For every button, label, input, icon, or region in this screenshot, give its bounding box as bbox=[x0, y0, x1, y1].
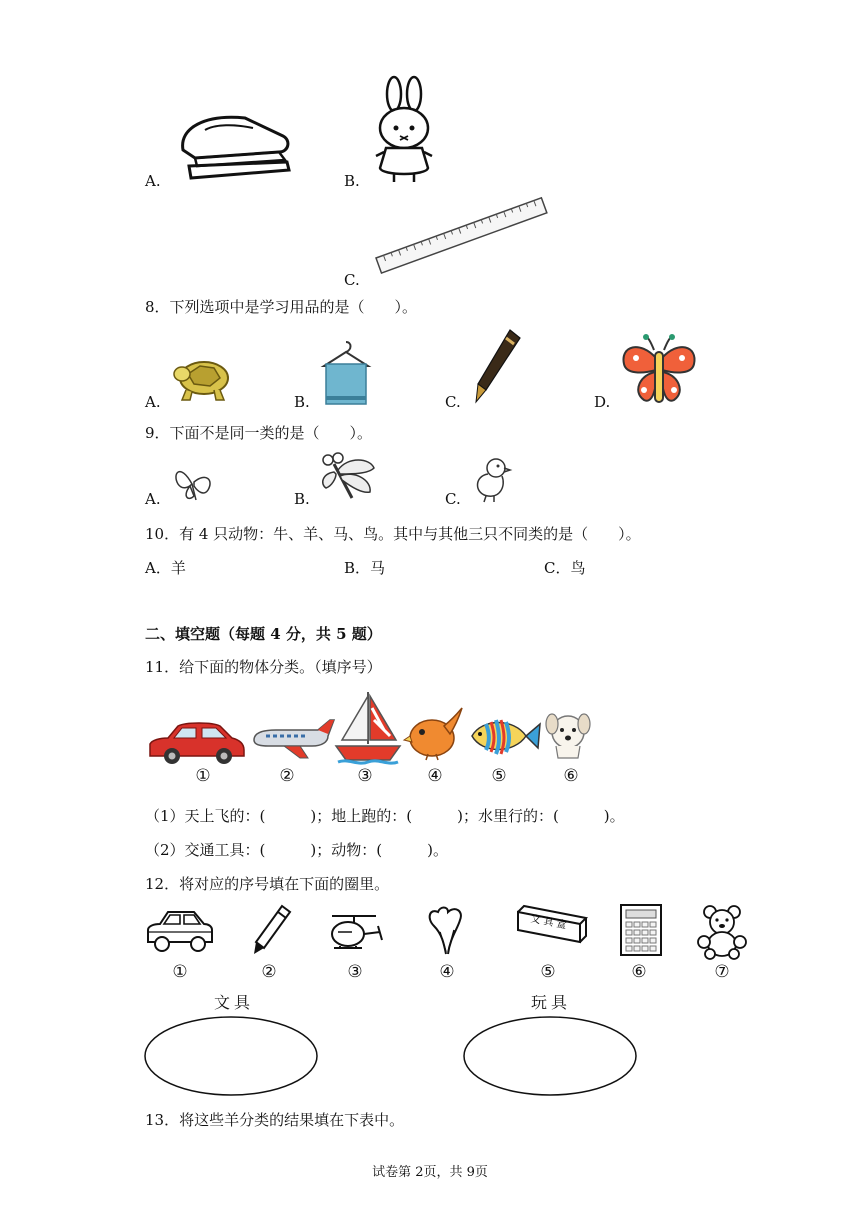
bird-image bbox=[404, 706, 464, 762]
q12-number-4: ④ bbox=[439, 962, 455, 982]
q10-option-b: B．马 bbox=[344, 559, 386, 577]
q13-stem: 13．将这些羊分类的结果填在下表中。 bbox=[145, 1111, 405, 1129]
q7-option-b-label: B. bbox=[344, 172, 360, 190]
q11-number-2: ② bbox=[279, 766, 295, 786]
q12-number-3: ③ bbox=[347, 962, 363, 982]
q9-option-b-label: B. bbox=[294, 490, 310, 508]
q9-option-c-label: C. bbox=[445, 490, 461, 508]
helicopter-outline-image bbox=[326, 912, 384, 952]
q8-option-b-label: B. bbox=[294, 393, 310, 411]
stationery-answer-ellipse[interactable] bbox=[142, 1014, 320, 1098]
q12-number-2: ② bbox=[261, 962, 277, 982]
q12-number-6: ⑥ bbox=[631, 962, 647, 982]
stationery-group-label: 文具 bbox=[214, 993, 255, 1012]
q11-line-2: （2）交通工具：( )；动物：( )。 bbox=[145, 841, 448, 859]
sailboat-image bbox=[334, 690, 402, 766]
butterfly-outline-image bbox=[170, 456, 216, 504]
q8-stem: 8．下列选项中是学习用品的是（ ）。 bbox=[145, 298, 418, 316]
dragonfly-image bbox=[318, 452, 378, 506]
q7-option-a-label: A. bbox=[145, 172, 161, 190]
q12-number-7: ⑦ bbox=[714, 962, 730, 982]
q8-option-c-label: C. bbox=[445, 393, 461, 411]
chick-image bbox=[470, 456, 514, 504]
butterfly-image bbox=[620, 334, 698, 408]
teddy-bear-image bbox=[696, 904, 748, 958]
q7-option-c-label: C. bbox=[344, 271, 360, 289]
pencil-case-text: 文 具 盒 bbox=[529, 913, 568, 932]
fish-image bbox=[468, 712, 544, 762]
q10-option-a: A．羊 bbox=[145, 559, 186, 577]
rabbit-image bbox=[372, 76, 438, 184]
q10-stem: 10．有 4 只动物：牛、羊、马、鸟。其中与其他三只不同类的是（ ）。 bbox=[145, 525, 641, 543]
fountain-pen-image bbox=[470, 328, 522, 404]
toy-answer-ellipse[interactable] bbox=[461, 1014, 639, 1098]
q11-number-6: ⑥ bbox=[563, 766, 579, 786]
q8-option-a-label: A. bbox=[145, 393, 161, 411]
vegetable-outline-image bbox=[424, 904, 468, 956]
ruler-image bbox=[372, 198, 550, 282]
calculator-image bbox=[618, 902, 664, 958]
q10-option-c: C．鸟 bbox=[544, 559, 586, 577]
q11-number-5: ⑤ bbox=[491, 766, 507, 786]
q12-stem: 12．将对应的序号填在下面的圈里。 bbox=[145, 875, 390, 893]
page-footer: 试卷第 2页，共 9页 bbox=[372, 1165, 488, 1180]
q11-number-1: ① bbox=[195, 766, 211, 786]
turtle-image bbox=[170, 352, 232, 404]
stapler-image bbox=[175, 108, 293, 184]
q11-number-3: ③ bbox=[357, 766, 373, 786]
q9-option-a-label: A. bbox=[145, 490, 161, 508]
pen-outline-image bbox=[252, 904, 292, 956]
q12-number-1: ① bbox=[172, 962, 188, 982]
q12-number-5: ⑤ bbox=[540, 962, 556, 982]
car-image bbox=[146, 716, 246, 766]
car-outline-image bbox=[144, 906, 214, 954]
towel-on-hanger-image bbox=[320, 340, 372, 408]
pencil-case-image bbox=[510, 904, 588, 950]
toy-group-label: 玩具 bbox=[531, 993, 572, 1012]
q11-number-4: ④ bbox=[427, 766, 443, 786]
q9-stem: 9．下面不是同一类的是（ ）。 bbox=[145, 424, 373, 442]
q11-line-1: （1）天上飞的：( )；地上跑的：( )；水里行的：( )。 bbox=[145, 807, 625, 825]
puppy-image bbox=[544, 706, 592, 762]
section-2-title: 二、填空题（每题 4 分，共 5 题） bbox=[145, 625, 382, 643]
q11-stem: 11．给下面的物体分类。（填序号） bbox=[145, 658, 382, 676]
q8-option-d-label: D. bbox=[594, 393, 611, 411]
airplane-image bbox=[248, 712, 334, 760]
